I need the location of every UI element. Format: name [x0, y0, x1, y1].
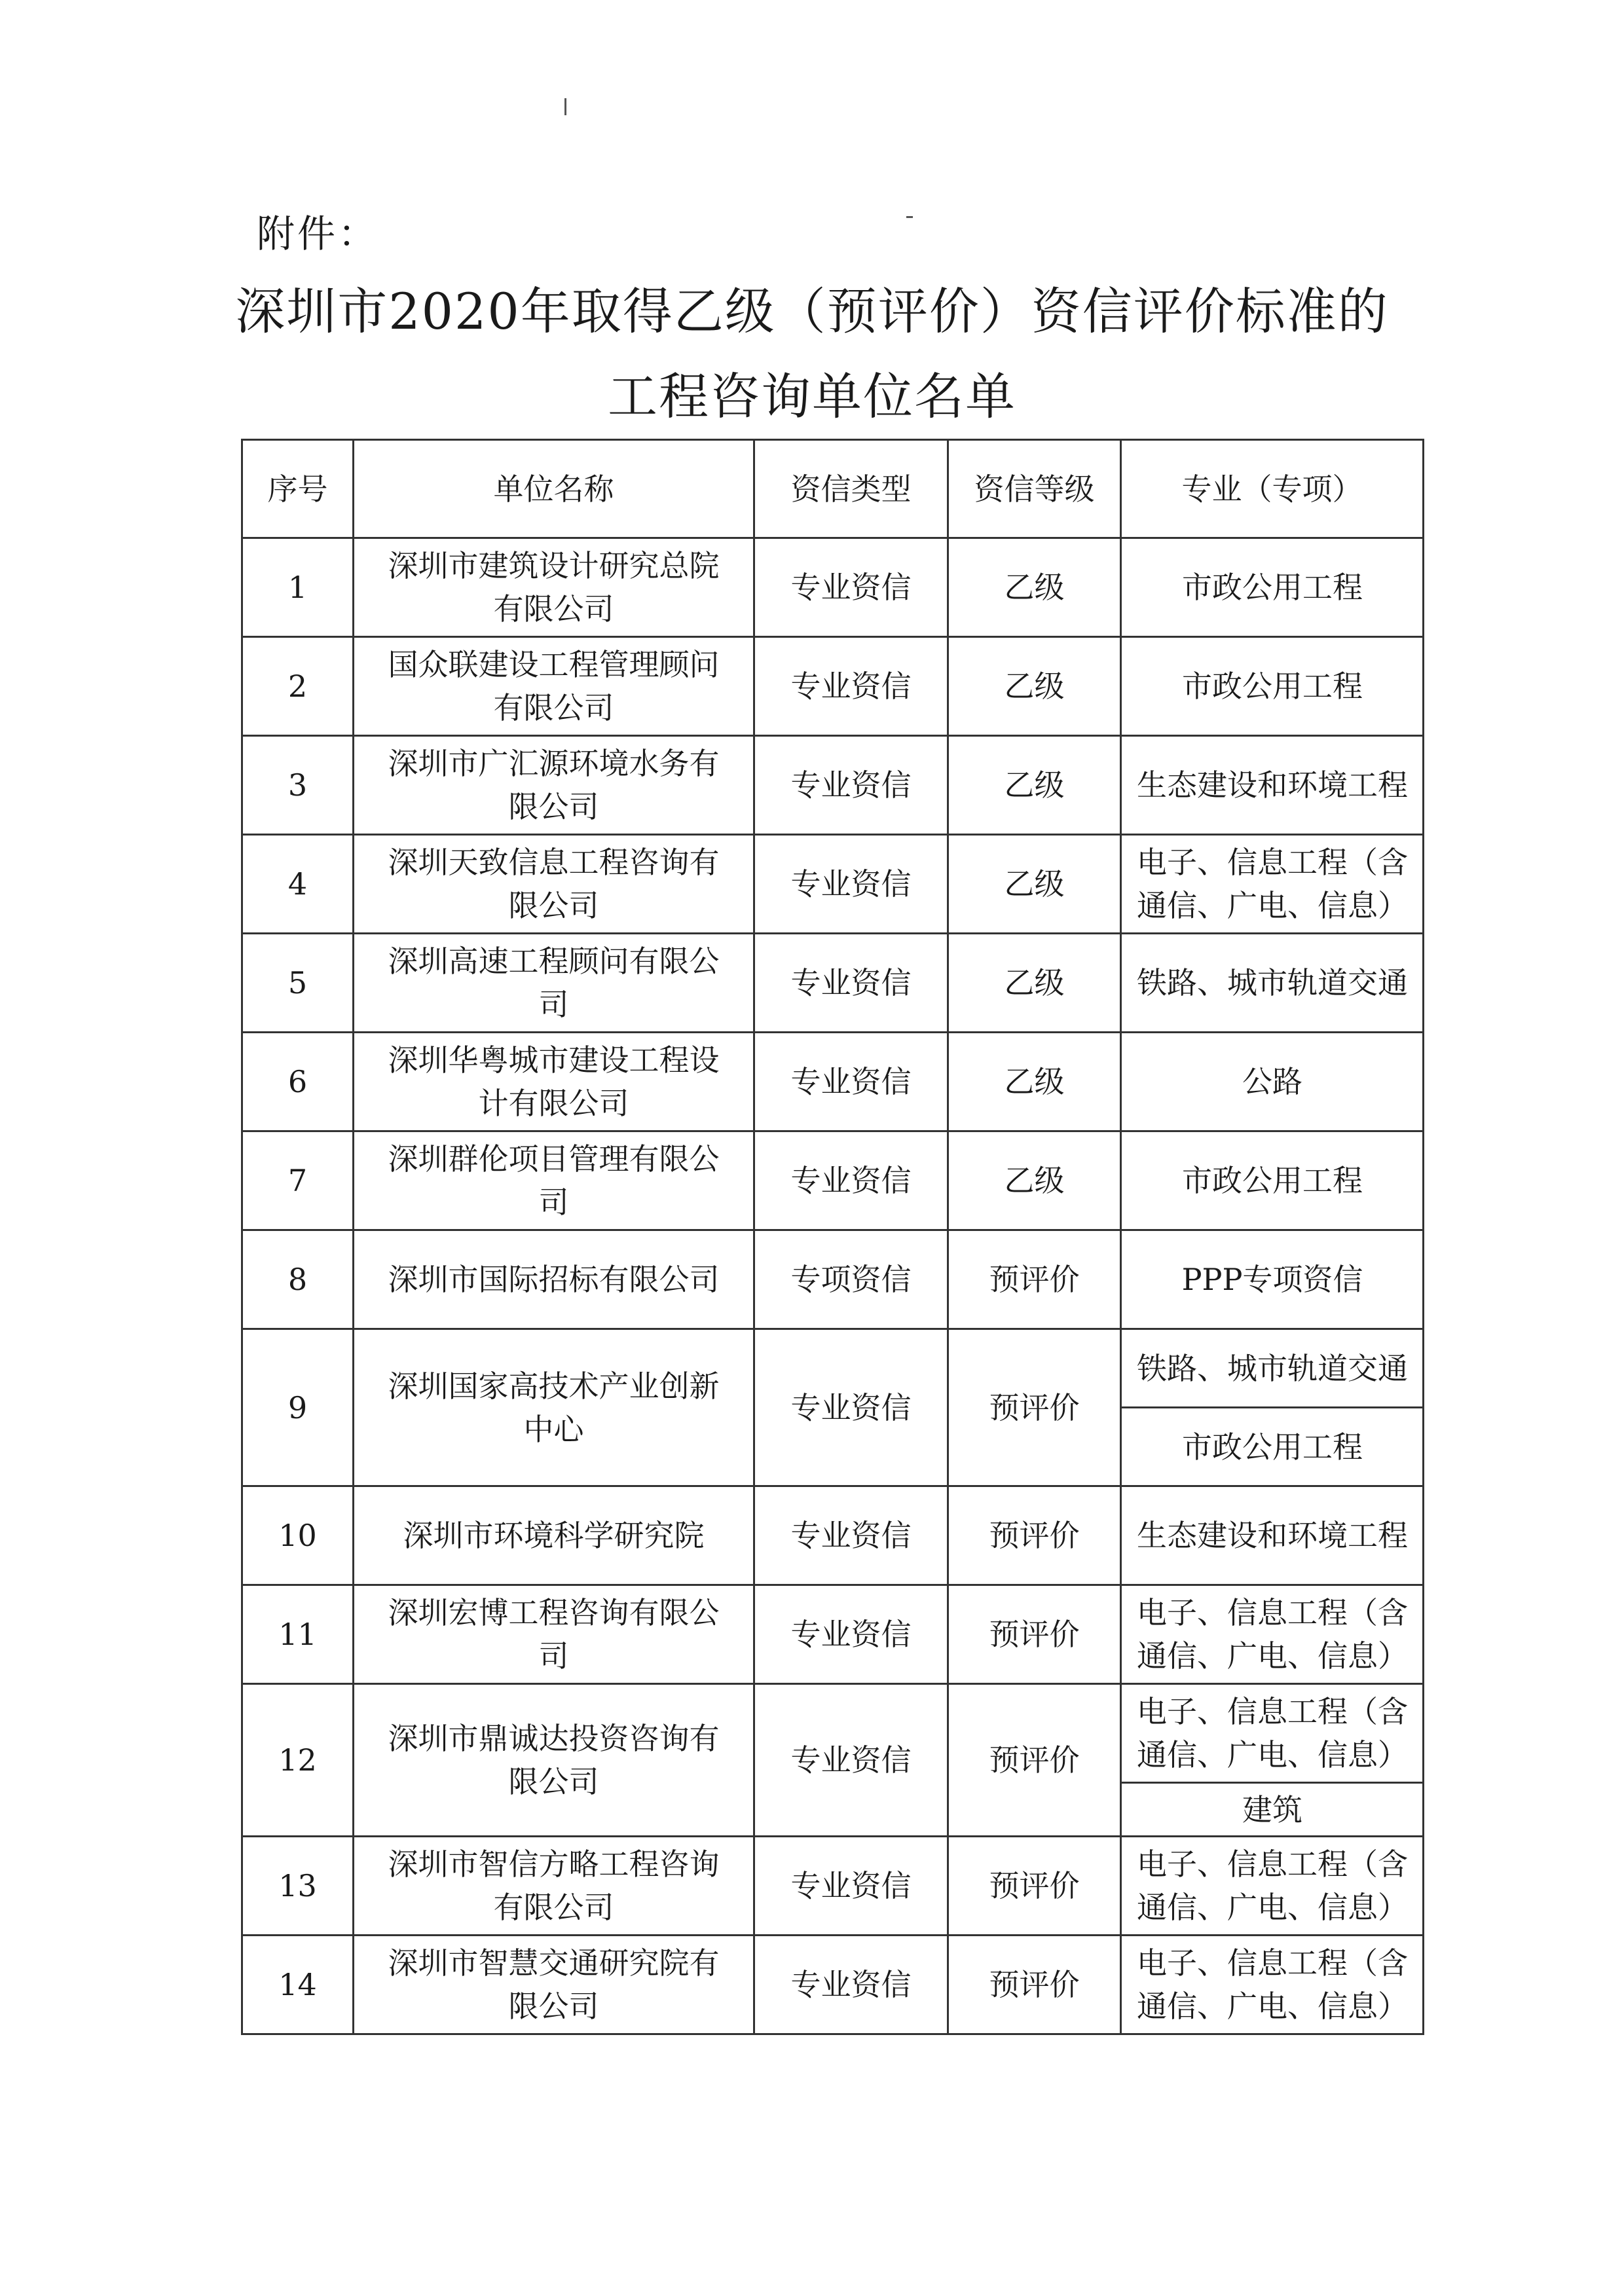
cell-level: 预评价 — [948, 1936, 1121, 2034]
specialty-text: 市政公用工程 — [1182, 1429, 1363, 1465]
specialty-text: 建筑 — [1242, 1791, 1302, 1827]
cell-type: 专业资信 — [754, 637, 948, 736]
specialty-text: PPP专项资信 — [1181, 1262, 1363, 1297]
table-row — [242, 1486, 1424, 1585]
table-row — [242, 1936, 1424, 2034]
specialty-text: 电子、信息工程（含通信、广电、信息） — [1137, 845, 1408, 923]
document-title-line-2: 工程咨询单位名单 — [608, 367, 1016, 426]
cell-name — [354, 1131, 754, 1230]
company-name: 深圳国家高技术产业创新中心 — [388, 1368, 720, 1447]
cell-type: 专业资信 — [754, 1936, 948, 2034]
cell-name — [354, 1837, 754, 1936]
specialty-text: 市政公用工程 — [1182, 570, 1363, 605]
cell-type: 专业资信 — [754, 538, 948, 637]
cell-specialty — [1121, 736, 1424, 835]
header-no: 序号 — [242, 440, 354, 538]
cell-no: 3 — [242, 736, 354, 835]
cell-specialty — [1121, 1837, 1424, 1936]
header-specialty: 专业（专项） — [1121, 440, 1424, 538]
table-header-row — [242, 440, 1424, 538]
cell-specialty — [1121, 1131, 1424, 1230]
cell-specialty — [1121, 1783, 1424, 1837]
specialty-text: 电子、信息工程（含通信、广电、信息） — [1137, 1595, 1408, 1674]
cell-name — [354, 538, 754, 637]
company-name: 深圳市鼎诚达投资咨询有限公司 — [388, 1721, 720, 1799]
cell-name — [354, 934, 754, 1033]
specialty-text: 电子、信息工程（含通信、广电、信息） — [1137, 1945, 1408, 2024]
cell-no: 7 — [242, 1131, 354, 1230]
company-name: 深圳天致信息工程咨询有限公司 — [388, 845, 720, 923]
specialty-text: 电子、信息工程（含通信、广电、信息） — [1137, 1846, 1408, 1925]
cell-no: 13 — [242, 1837, 354, 1936]
table-row — [242, 736, 1424, 835]
cell-specialty — [1121, 1033, 1424, 1131]
company-name: 深圳市环境科学研究院 — [403, 1518, 705, 1553]
cell-level: 乙级 — [948, 538, 1121, 637]
cell-no: 6 — [242, 1033, 354, 1131]
cell-name — [354, 1936, 754, 2034]
cell-specialty — [1121, 1585, 1424, 1684]
cell-level: 预评价 — [948, 1329, 1121, 1486]
cell-type: 专业资信 — [754, 1585, 948, 1684]
cell-name — [354, 1230, 754, 1329]
table-row — [242, 538, 1424, 637]
company-name: 国众联建设工程管理顾问有限公司 — [388, 647, 720, 725]
cell-no: 4 — [242, 835, 354, 934]
scan-mark — [906, 216, 913, 218]
table-row — [242, 1131, 1424, 1230]
cell-no: 8 — [242, 1230, 354, 1329]
cell-type: 专业资信 — [754, 1329, 948, 1486]
table-row — [242, 1329, 1424, 1408]
header-level: 资信等级 — [948, 440, 1121, 538]
cell-specialty — [1121, 1329, 1424, 1408]
cell-type: 专业资信 — [754, 835, 948, 934]
company-name: 深圳市智信方略工程咨询有限公司 — [388, 1846, 720, 1925]
cell-specialty — [1121, 1936, 1424, 2034]
specialty-text: 市政公用工程 — [1182, 669, 1363, 704]
cell-specialty — [1121, 835, 1424, 934]
cell-specialty — [1121, 1684, 1424, 1783]
cell-specialty — [1121, 1230, 1424, 1329]
table-row — [242, 1230, 1424, 1329]
table-row — [242, 1837, 1424, 1936]
company-name: 深圳市国际招标有限公司 — [388, 1262, 720, 1297]
company-name: 深圳市智慧交通研究院有限公司 — [388, 1945, 720, 2024]
cell-level: 预评价 — [948, 1837, 1121, 1936]
cell-no: 5 — [242, 934, 354, 1033]
cell-type: 专业资信 — [754, 1486, 948, 1585]
cell-no: 2 — [242, 637, 354, 736]
cell-level: 预评价 — [948, 1230, 1121, 1329]
table-row — [242, 835, 1424, 934]
cell-level: 预评价 — [948, 1585, 1121, 1684]
cell-name — [354, 1585, 754, 1684]
specialty-text: 铁路、城市轨道交通 — [1137, 1350, 1408, 1386]
table-row — [242, 1585, 1424, 1684]
cell-specialty — [1121, 1486, 1424, 1585]
cell-no: 9 — [242, 1329, 354, 1486]
cell-specialty — [1121, 538, 1424, 637]
cell-level: 乙级 — [948, 736, 1121, 835]
cell-level: 预评价 — [948, 1486, 1121, 1585]
cell-type: 专业资信 — [754, 934, 948, 1033]
specialty-text: 生态建设和环境工程 — [1137, 1518, 1408, 1553]
cell-name — [354, 736, 754, 835]
cell-no: 12 — [242, 1684, 354, 1837]
cell-type: 专项资信 — [754, 1230, 948, 1329]
cell-level: 乙级 — [948, 637, 1121, 736]
cell-name — [354, 1329, 754, 1486]
specialty-text: 市政公用工程 — [1182, 1163, 1363, 1198]
cell-level: 乙级 — [948, 835, 1121, 934]
cell-level: 乙级 — [948, 1131, 1121, 1230]
company-name: 深圳高速工程顾问有限公司 — [388, 944, 720, 1022]
table-row — [242, 934, 1424, 1033]
cell-specialty — [1121, 1408, 1424, 1486]
cell-no: 10 — [242, 1486, 354, 1585]
company-name: 深圳市建筑设计研究总院有限公司 — [388, 548, 720, 627]
cell-type: 专业资信 — [754, 1033, 948, 1131]
cell-no: 14 — [242, 1936, 354, 2034]
specialty-text: 电子、信息工程（含通信、广电、信息） — [1137, 1694, 1408, 1772]
cell-name — [354, 1486, 754, 1585]
cell-type: 专业资信 — [754, 736, 948, 835]
company-list-table — [241, 439, 1424, 2035]
specialty-text: 公路 — [1242, 1064, 1302, 1099]
specialty-text: 生态建设和环境工程 — [1137, 767, 1408, 803]
cell-specialty — [1121, 637, 1424, 736]
cell-level: 乙级 — [948, 1033, 1121, 1131]
cell-type: 专业资信 — [754, 1131, 948, 1230]
table-row — [242, 1033, 1424, 1131]
company-name: 深圳市广汇源环境水务有限公司 — [388, 746, 720, 824]
cell-level: 乙级 — [948, 934, 1121, 1033]
header-name: 单位名称 — [354, 440, 754, 538]
attachment-label: 附件： — [257, 211, 379, 256]
cell-type: 专业资信 — [754, 1684, 948, 1837]
cell-type: 专业资信 — [754, 1837, 948, 1936]
cell-no: 11 — [242, 1585, 354, 1684]
company-name: 深圳华粤城市建设工程设计有限公司 — [388, 1042, 720, 1121]
cell-name — [354, 637, 754, 736]
header-type: 资信类型 — [754, 440, 948, 538]
specialty-text: 铁路、城市轨道交通 — [1137, 965, 1408, 1001]
company-name: 深圳群伦项目管理有限公司 — [388, 1141, 720, 1220]
cell-name — [354, 835, 754, 934]
table-row — [242, 637, 1424, 736]
company-name: 深圳宏博工程咨询有限公司 — [388, 1595, 720, 1674]
cell-no: 1 — [242, 538, 354, 637]
cell-name — [354, 1684, 754, 1837]
document-title-line-1: 深圳市2020年取得乙级（预评价）资信评价标准的 — [235, 282, 1389, 340]
cell-name — [354, 1033, 754, 1131]
cell-level: 预评价 — [948, 1684, 1121, 1837]
cell-specialty — [1121, 934, 1424, 1033]
table-row — [242, 1684, 1424, 1783]
scan-mark — [564, 98, 566, 115]
